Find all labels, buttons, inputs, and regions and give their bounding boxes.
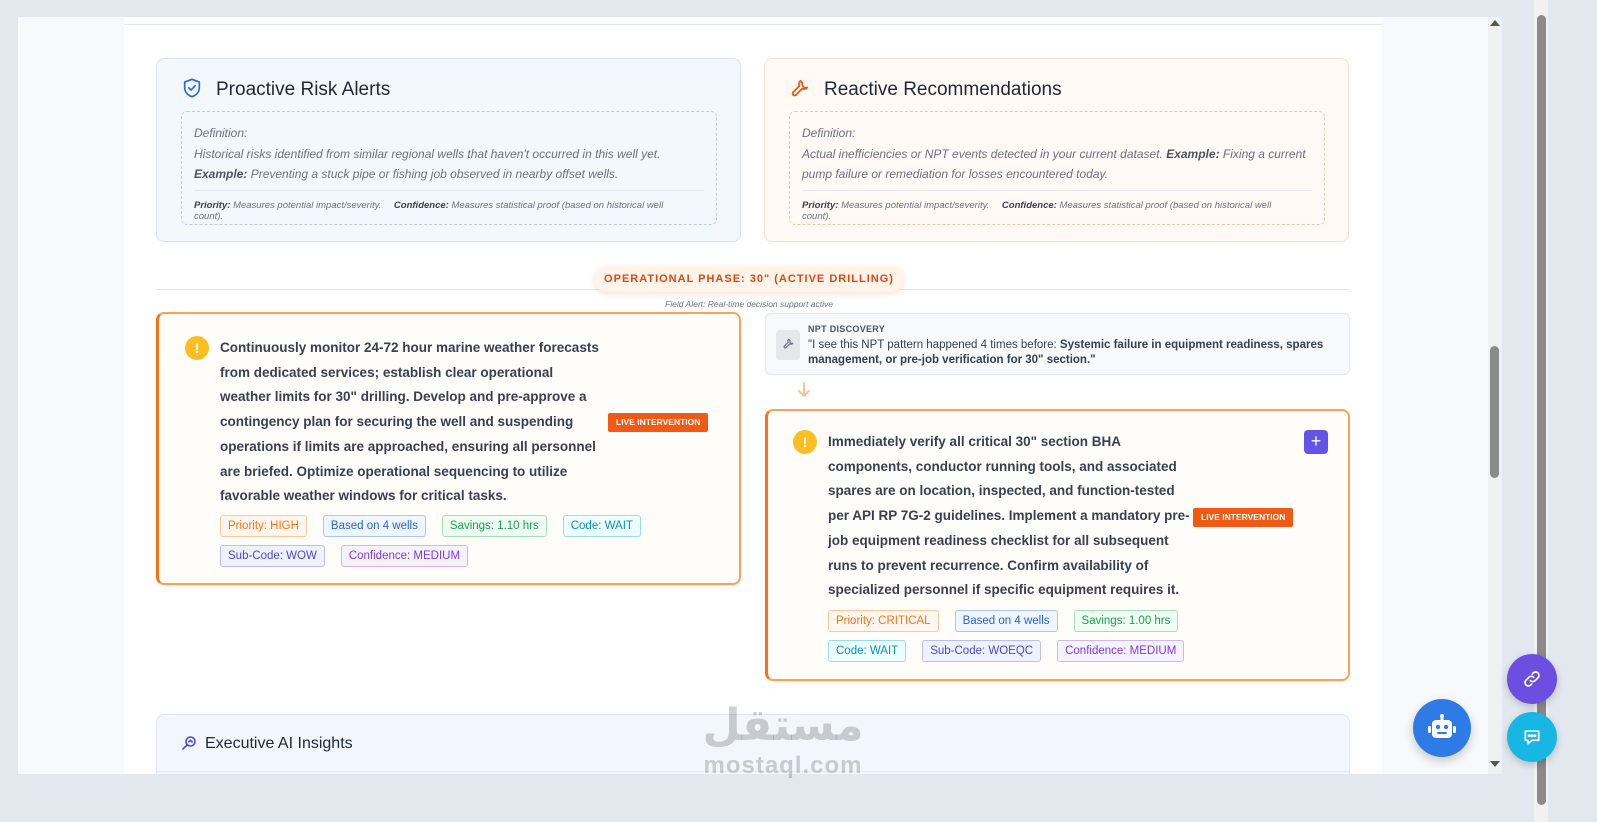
share-link-button[interactable] (1507, 654, 1557, 704)
live-intervention-badge: LIVE INTERVENTION (608, 413, 708, 432)
savings-tag: Savings: 1.00 hrs (1074, 610, 1179, 632)
subcode-tag: Sub-Code: WOEQC (922, 640, 1041, 662)
proactive-risk-alerts-card (156, 58, 741, 242)
live-intervention-badge: LIVE INTERVENTION (1193, 508, 1293, 527)
chat-bubble-icon (1522, 727, 1542, 747)
chat-button[interactable] (1507, 712, 1557, 762)
arrow-down-icon (796, 381, 812, 399)
link-icon (1522, 669, 1542, 689)
tag-list (220, 515, 660, 567)
definition-text: Actual inefficiencies or NPT events detected in your current dataset. Example: Fixing a current pump failure or remediation for losses encountered today. (802, 147, 1306, 181)
wrench-icon (776, 330, 800, 360)
definition-label: Definition: (802, 126, 856, 140)
alert-icon: ! (793, 430, 817, 454)
npt-discovery-text: "I see this NPT pattern happened 4 times before: Systemic failure in equipment readiness, spares management, or pre-job verification for 30" section." (808, 339, 1324, 366)
recommendation-text: Immediately verify all critical 30" section BHA components, conductor running tools, and associated spares are on location, inspected, and function-tested per API RP 7G-2 guidelines. Implement a mandatory pre-job equipment readiness checklist for all subsequent runs to prevent recurrence. Confirm availability of specialized personnel if specific equipment requires it. (828, 434, 1190, 598)
field-alert-subtitle: Field Alert: Real-time decision support active (665, 299, 833, 309)
watermark-arabic: مستقل (702, 701, 864, 750)
insights-title: Executive AI Insights (205, 735, 353, 752)
savings-tag: Savings: 1.10 hrs (442, 515, 547, 537)
definition-meta: Priority: Measures potential impact/severity. Confidence: Measures statistical proof (based on historical well count). (802, 190, 1312, 222)
definition-meta: Priority: Measures potential impact/severity. Confidence: Measures statistical proof (based on historical well count). (194, 190, 704, 222)
alert-icon: ! (185, 336, 209, 360)
watermark (688, 700, 878, 780)
ai-assistant-button[interactable] (1413, 699, 1471, 757)
card-title: Proactive Risk Alerts (216, 79, 391, 100)
scroll-down-arrow-icon[interactable] (1490, 761, 1500, 767)
watermark-latin: mostaql.com (703, 752, 863, 779)
confidence-tag: Confidence: MEDIUM (341, 545, 468, 567)
wrench-icon (789, 77, 811, 99)
window-edge (1548, 0, 1597, 822)
recommendation-card (156, 312, 741, 585)
robot-icon (1427, 714, 1457, 742)
scroll-up-arrow-icon[interactable] (1490, 20, 1500, 26)
confidence-tag: Confidence: MEDIUM (1057, 640, 1184, 662)
recommendation-card (765, 409, 1350, 681)
tag-list (828, 610, 1268, 662)
code-tag: Code: WAIT (563, 515, 641, 537)
app-viewport (18, 17, 1500, 774)
add-button[interactable]: + (1304, 430, 1328, 454)
priority-tag: Priority: HIGH (220, 515, 307, 537)
wells-tag: Based on 4 wells (323, 515, 426, 537)
reactive-recommendations-card (764, 58, 1349, 242)
definition-label: Definition: (194, 126, 248, 140)
insights-search-icon (181, 735, 197, 751)
definition-text: Historical risks identified from similar regional wells that haven't occurred in this well yet. Example: Preventing a stuck pipe or fishing job observed in nearby offset wells. (194, 147, 661, 181)
wells-tag: Based on 4 wells (955, 610, 1058, 632)
npt-discovery-panel (765, 313, 1350, 375)
definition-box (789, 111, 1325, 225)
shield-check-icon (181, 77, 203, 99)
main-content (124, 17, 1382, 774)
definition-box (181, 111, 717, 225)
code-tag: Code: WAIT (828, 640, 906, 662)
subcode-tag: Sub-Code: WOW (220, 545, 325, 567)
recommendation-text: Continuously monitor 24-72 hour marine weather forecasts from dedicated services; establish clear operational weather limits for 30" drilling. Develop and pre-approve a contingency plan for securing the well and suspending operations if limits are approached, ensuring all personnel are briefed. Optimize operational sequencing to utilize favorable weather windows for critical tasks. (220, 340, 599, 504)
npt-discovery-label: NPT DISCOVERY (808, 324, 886, 334)
operational-phase-badge: OPERATIONAL PHASE: 30" (ACTIVE DRILLING) (594, 266, 904, 292)
content-scrollbar-thumb[interactable] (1490, 346, 1499, 478)
priority-tag: Priority: CRITICAL (828, 610, 939, 632)
card-title: Reactive Recommendations (824, 79, 1062, 100)
previous-section-edge (124, 17, 1382, 25)
